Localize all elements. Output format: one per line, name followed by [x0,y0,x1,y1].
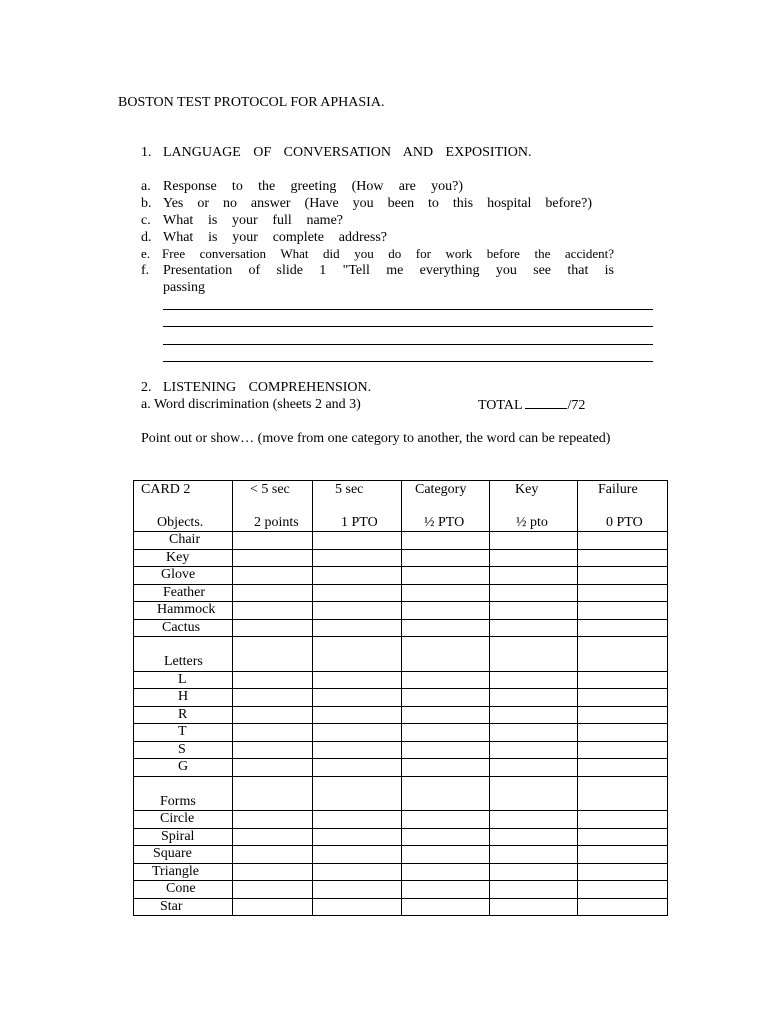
header-cell-category [402,481,490,532]
score-cell [578,706,668,724]
score-cell [402,549,490,567]
score-cell [233,724,313,742]
score-cell [313,584,402,602]
score-cell [233,584,313,602]
score-cell [313,567,402,585]
form-label-cell [134,863,233,881]
score-cell [578,584,668,602]
answer-line-2 [163,326,653,327]
item-b-text: Yes or no answer (Have you been to this hospital before?) [163,196,592,211]
score-cell [490,532,578,550]
item-f-text-continued: passing [163,280,205,295]
form-label: Triangle [152,863,199,879]
object-label: Glove [161,567,196,582]
score-cell [402,671,490,689]
object-label-cell [134,602,233,620]
score-cell [578,689,668,707]
form-label: Square [153,846,192,861]
letter-label-cell [134,706,233,724]
score-cell [313,759,402,777]
table-row [134,863,668,881]
total-blank [525,396,567,409]
header-card-label: CARD 2 [141,482,191,497]
header-key: Key [515,482,539,497]
score-cell [402,863,490,881]
form-label: Star [160,898,183,914]
header-under-5-sec: < 5 sec [250,482,290,497]
score-cell [578,863,668,881]
score-cell [402,741,490,759]
form-label-cell [134,846,233,864]
score-cell [402,759,490,777]
score-cell [578,881,668,899]
score-cell [402,619,490,637]
score-cell [233,863,313,881]
total-label: TOTAL [478,398,522,413]
letter-label-cell [134,759,233,777]
form-label-cell [134,828,233,846]
table-row [134,671,668,689]
score-cell [233,602,313,620]
object-label-cell [134,567,233,585]
section-2-number: 2. [141,380,152,395]
document-title: BOSTON TEST PROTOCOL FOR APHASIA. [118,95,385,110]
item-a-letter: a. [141,179,151,194]
header-category: Category [415,482,467,497]
object-label-cell [134,532,233,550]
score-cell [578,567,668,585]
score-cell [233,828,313,846]
score-cell [490,724,578,742]
table-row [134,759,668,777]
score-cell [490,863,578,881]
score-cell [233,741,313,759]
score-cell [233,759,313,777]
answer-line-4 [163,361,653,362]
score-cell [402,898,490,916]
score-cell [402,724,490,742]
score-cell [490,846,578,864]
form-label: Cone [166,881,196,896]
score-cell [402,532,490,550]
header-failure: Failure [598,482,638,497]
score-cell [578,759,668,777]
score-cell [490,671,578,689]
item-a-text: Response to the greeting (How are you?) [163,179,463,194]
header-cell-failure [578,481,668,532]
table-row [134,741,668,759]
score-cell [313,619,402,637]
item-c-text: What is your full name? [163,213,343,228]
score-cell [578,602,668,620]
score-cell [490,602,578,620]
table-row [134,532,668,550]
score-cell [490,828,578,846]
score-cell [313,706,402,724]
score-cell [313,863,402,881]
score-cell [313,549,402,567]
score-cell [490,759,578,777]
form-label-cell [134,881,233,899]
score-cell [233,846,313,864]
table-row [134,584,668,602]
word-discrimination-label: a. Word discrimination (sheets 2 and 3) [141,397,361,412]
table-row [134,549,668,567]
section-1-number: 1. [141,145,152,160]
score-cell [490,567,578,585]
letters-group-row [134,637,668,672]
letter-label: H [178,689,189,704]
score-cell [490,741,578,759]
form-label-cell [134,811,233,829]
score-cell [402,584,490,602]
letter-label-cell [134,671,233,689]
score-cell [402,811,490,829]
item-b-letter: b. [141,196,152,211]
score-cell [233,811,313,829]
score-cell [578,549,668,567]
score-cell [313,828,402,846]
table-row [134,689,668,707]
score-cell [402,689,490,707]
score-cell [578,846,668,864]
answer-line-1 [163,309,653,310]
object-label-cell [134,584,233,602]
instruction-text: Point out or show… (move from one category to another, the word can be repeated) [141,431,611,446]
score-cell [233,549,313,567]
score-cell [233,898,313,916]
object-label: Cactus [162,619,201,635]
letter-label-cell [134,741,233,759]
item-d-text: What is your complete address? [163,230,387,245]
score-cell [578,828,668,846]
score-cell [313,811,402,829]
object-label: Hammock [157,602,216,617]
letter-label-cell [134,689,233,707]
score-cell [490,689,578,707]
score-cell [490,881,578,899]
total-score [478,396,585,414]
score-cell [490,706,578,724]
table-header-row [134,481,668,532]
table-row [134,602,668,620]
score-cell [490,811,578,829]
score-cell [313,881,402,899]
score-cell [313,602,402,620]
header-cell-5-sec [313,481,402,532]
header-cell-card [134,481,233,532]
table-row [134,846,668,864]
letters-group-cell [134,637,233,672]
object-label-cell [134,619,233,637]
item-e-text: Free conversation What did you do for work before the accident? [162,246,614,261]
score-cell [578,898,668,916]
item-f-text: Presentation of slide 1 "Tell me everything you see that is [163,263,614,278]
form-label-cell [134,898,233,916]
score-cell [578,776,668,811]
forms-group-label: Forms [160,793,196,809]
forms-group-cell [134,776,233,811]
table-row [134,724,668,742]
score-cell [490,898,578,916]
item-d-letter: d. [141,230,152,245]
header-1-pto: 1 PTO [341,515,378,530]
object-label: Feather [163,584,205,600]
letter-label: G [178,759,189,774]
score-cell [313,637,402,672]
table-row [134,881,668,899]
letter-label-cell [134,724,233,742]
header-2-points: 2 points [254,515,299,530]
table-row [134,619,668,637]
score-cell [233,881,313,899]
score-cell [233,619,313,637]
score-cell [490,584,578,602]
score-cell [233,532,313,550]
table-row [134,898,668,916]
header-cell-under-5-sec [233,481,313,532]
score-cell [402,828,490,846]
score-cell [490,549,578,567]
item-e-letter: e. [141,246,151,261]
header-half-pto: ½ PTO [424,515,465,530]
form-label: Circle [160,811,195,826]
score-cell [313,532,402,550]
table-row [134,828,668,846]
score-cell [490,619,578,637]
object-label: Chair [169,532,201,547]
item-c-letter: c. [141,213,151,228]
forms-group-row [134,776,668,811]
score-cell [578,619,668,637]
score-cell [402,706,490,724]
section-1-title: LANGUAGE OF CONVERSATION AND EXPOSITION. [163,145,532,160]
score-cell [578,637,668,672]
score-cell [402,776,490,811]
header-half-pto-key: ½ pto [516,515,548,530]
table-row [134,706,668,724]
score-cell [402,637,490,672]
score-cell [233,671,313,689]
score-cell [313,689,402,707]
object-label: Key [166,549,190,565]
score-cell [313,776,402,811]
score-cell [578,671,668,689]
score-cell [313,724,402,742]
table-row [134,567,668,585]
score-cell [402,846,490,864]
header-0-pto: 0 PTO [606,515,643,530]
letter-label: T [178,724,187,739]
score-cell [490,776,578,811]
score-cell [402,881,490,899]
header-objects-label: Objects. [157,515,204,530]
score-cell [313,741,402,759]
table-row [134,811,668,829]
score-cell [233,706,313,724]
score-cell [402,567,490,585]
section-2-title: LISTENING COMPREHENSION. [163,380,372,395]
header-cell-key [490,481,578,532]
letter-label: S [178,741,186,757]
score-cell [233,689,313,707]
form-label: Spiral [161,828,195,844]
score-cell [490,637,578,672]
score-cell [578,741,668,759]
item-f-letter: f. [141,263,150,278]
score-cell [578,532,668,550]
total-suffix: /72 [567,398,586,413]
card-2-scoring-table [133,480,668,916]
object-label-cell [134,549,233,567]
score-cell [578,811,668,829]
score-cell [313,846,402,864]
score-cell [313,671,402,689]
score-cell [233,567,313,585]
letter-label: R [178,706,188,722]
score-cell [578,724,668,742]
answer-line-3 [163,344,653,345]
letters-group-label: Letters [164,654,203,669]
score-cell [313,898,402,916]
letter-label: L [178,671,187,687]
header-5-sec: 5 sec [335,482,364,497]
score-cell [402,602,490,620]
